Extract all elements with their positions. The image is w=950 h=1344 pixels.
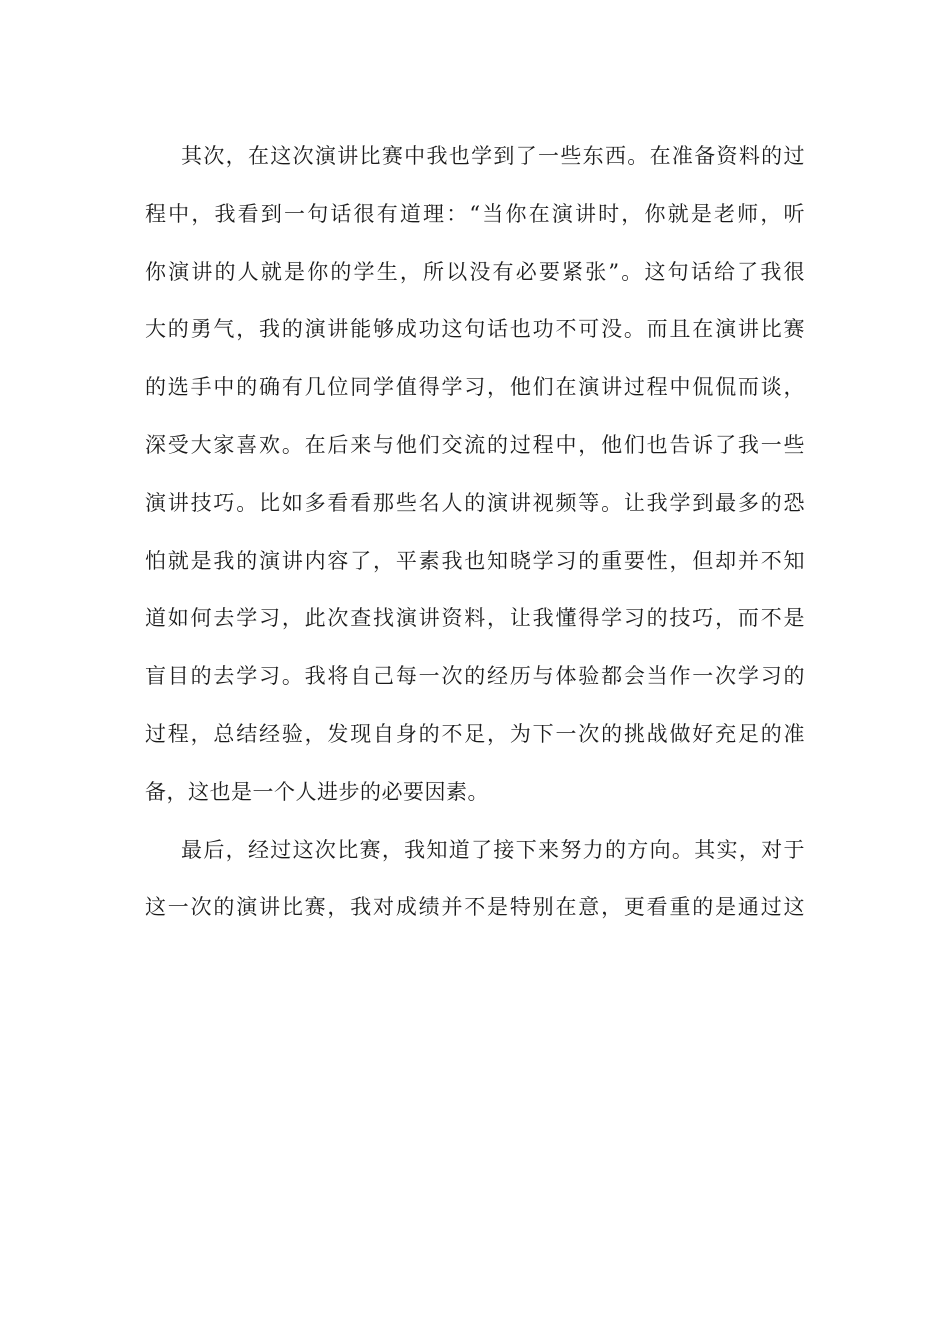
text-line: 程中，我看到一句话很有道理：“当你在演讲时，你就是老师，听 [145, 201, 805, 226]
text-line: 你演讲的人就是你的学生，所以没有必要紧张”。这句话给了我很 [145, 259, 805, 284]
paragraph-1 [145, 128, 805, 822]
text-line: 最后，经过这次比赛，我知道了接下来努力的方向。其实，对于 [181, 837, 805, 862]
text-line: 大的勇气，我的演讲能够成功这句话也功不可没。而且在演讲比赛 [145, 317, 805, 342]
text-line: 盲目的去学习。我将自己每一次的经历与体验都会当作一次学习的 [145, 664, 805, 689]
paragraph-2 [145, 822, 805, 938]
body-text [145, 128, 805, 937]
text-line: 过程，总结经验，发现自身的不足，为下一次的挑战做好充足的准 [145, 721, 805, 746]
text-line: 其次，在这次演讲比赛中我也学到了一些东西。在准备资料的过 [181, 144, 805, 168]
text-line: 怕就是我的演讲内容了，平素我也知晓学习的重要性，但却并不知 [145, 548, 805, 573]
text-line: 备，这也是一个人进步的必要因素。 [145, 779, 489, 804]
text-line: 的选手中的确有几位同学值得学习，他们在演讲过程中侃侃而谈， [145, 375, 805, 400]
text-line: 道如何去学习，此次查找演讲资料，让我懂得学习的技巧，而不是 [145, 606, 805, 631]
text-line: 演讲技巧。比如多看看那些名人的演讲视频等。让我学到最多的恐 [145, 490, 805, 515]
text-line: 这一次的演讲比赛，我对成绩并不是特别在意，更看重的是通过这 [145, 895, 805, 920]
text-line: 深受大家喜欢。在后来与他们交流的过程中，他们也告诉了我一些 [145, 432, 805, 457]
